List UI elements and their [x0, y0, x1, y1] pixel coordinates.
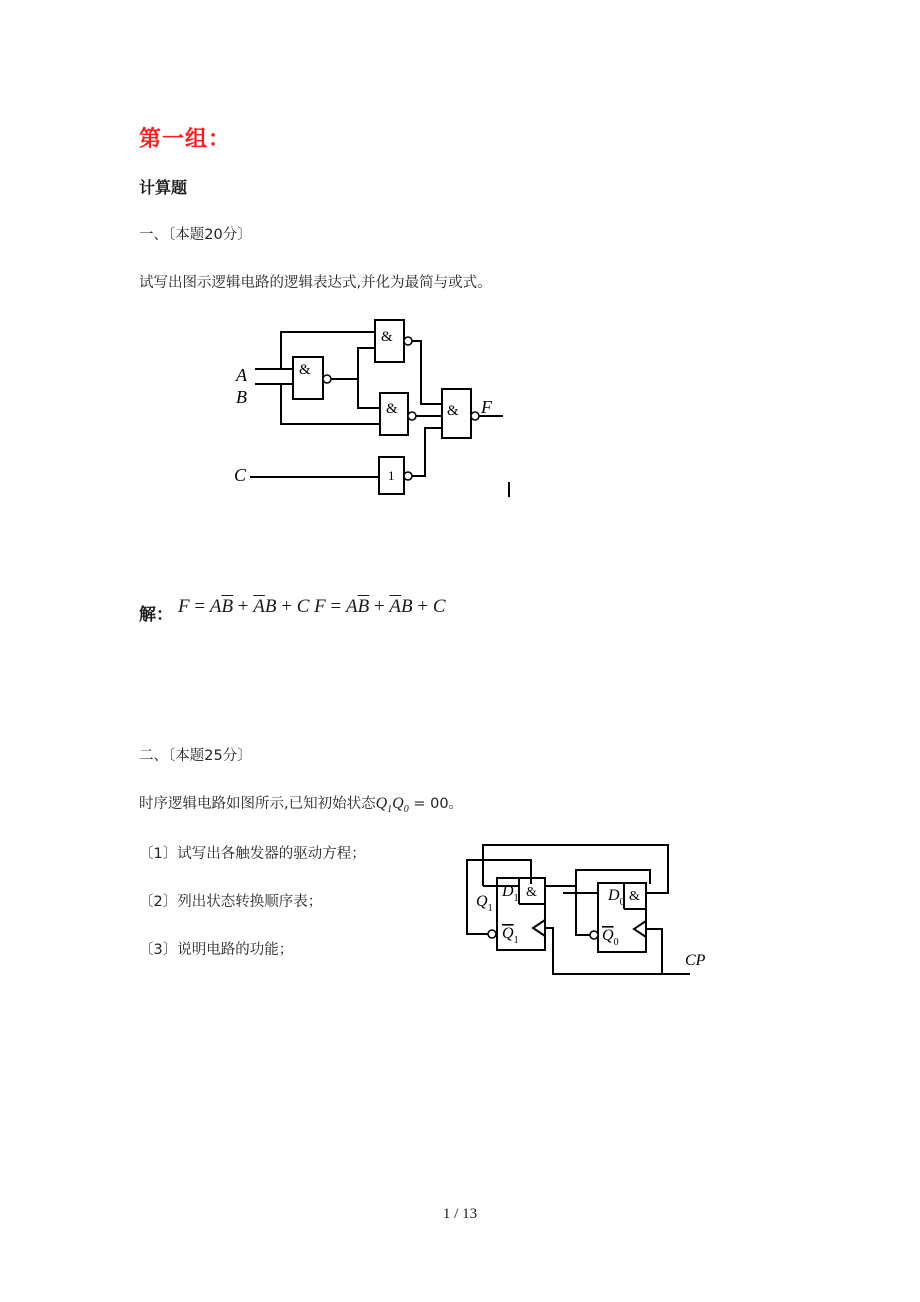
question-2-item-3: 〔3〕说明电路的功能； [139, 942, 294, 958]
ff1-and-symbol: & [526, 885, 537, 900]
question-1-header: 一、〔本题20分〕 [139, 227, 252, 243]
ff0-and-symbol: & [629, 889, 640, 904]
and-gate-output-symbol: & [447, 403, 459, 419]
section-title: 计算题 [139, 178, 188, 197]
answer-formula: $F = A\overline{B} + \overline{A}B + C$ $F = A\overline{B} + \overline{A}B + C$ [178, 596, 446, 617]
question-2-item-2: 〔2〕列出状态转换顺序表； [139, 894, 323, 910]
q1-bar-label: $Q_1$ [502, 925, 519, 946]
question-2-header: 二、〔本题25分〕 [139, 748, 252, 764]
question-1-prompt: 试写出图示逻辑电路的逻辑表达式,并化为最简与或式。 [139, 275, 492, 291]
q0-bar-label: $Q_0$ [602, 927, 619, 948]
d0-label: $D_0$ [608, 887, 625, 908]
question-2-prompt: 时序逻辑电路如图所示,已知初始状态$Q_1Q_0 = 00$。 [139, 795, 464, 816]
clock-label: CP [685, 952, 706, 969]
logic-circuit-diagram [0, 0, 920, 520]
q1-label: $Q_1$ [476, 893, 493, 914]
input-b-label: B [236, 387, 247, 407]
and-gate-3-symbol: & [386, 401, 398, 417]
page-number: 1 / 13 [442, 1206, 478, 1222]
input-c-label: C [234, 465, 247, 485]
input-a-label: A [236, 365, 247, 385]
or-gate-symbol: 1 [388, 468, 395, 483]
d1-label: $D_1$ [502, 883, 519, 904]
initial-state: $Q_1Q_0$ [375, 795, 409, 816]
and-gate-1-symbol: & [299, 362, 311, 378]
sequential-circuit-diagram [0, 820, 920, 1000]
group-title: 第一组： [139, 127, 232, 152]
answer-label: 解： [139, 605, 173, 625]
question-2-item-1: 〔1〕试写出各触发器的驱动方程； [139, 846, 366, 862]
output-f-label: F [481, 397, 492, 417]
and-gate-2-symbol: & [381, 329, 393, 345]
